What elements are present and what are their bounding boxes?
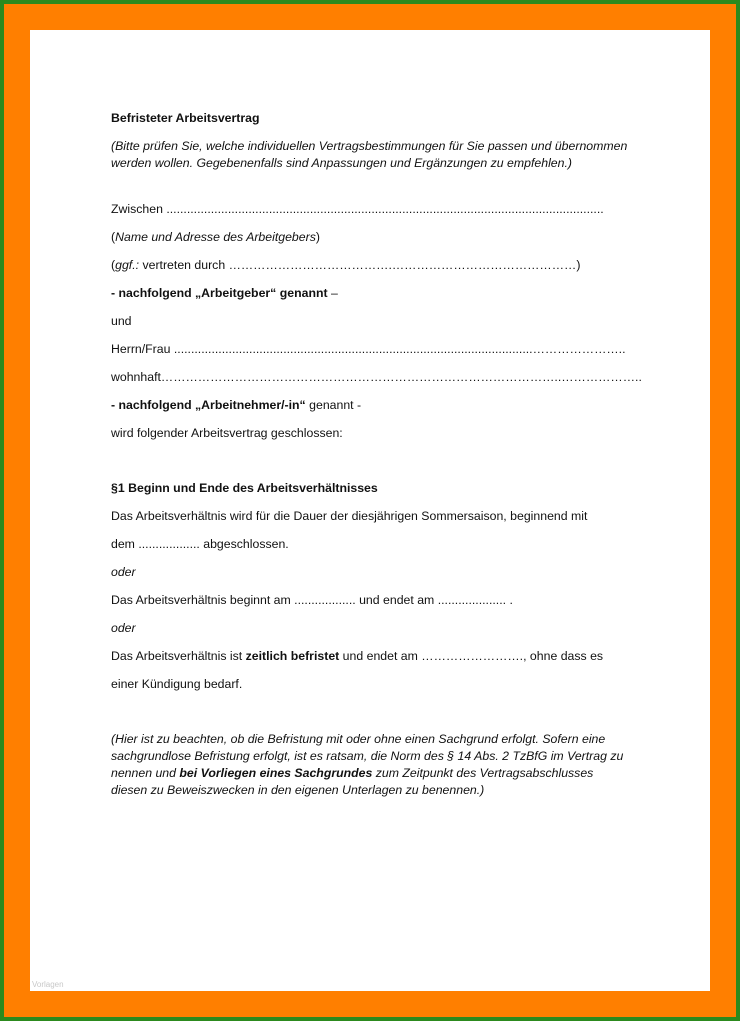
representative-text: vertreten durch ………………………………….………………………………………) xyxy=(139,258,581,272)
ggf-text: ggf.: xyxy=(115,258,140,272)
watermark-text: Vorlagen xyxy=(32,980,64,989)
wohnhaft-line: wohnhaft……………………………………………………………………………………..……………….. xyxy=(111,370,642,384)
employee-label-rest: genannt - xyxy=(305,398,362,412)
employee-label-bold: - nachfolgend „Arbeitnehmer/-in“ xyxy=(111,398,306,412)
paren-close: ) xyxy=(315,230,320,244)
employee-label xyxy=(111,397,361,413)
paren-open: ( xyxy=(111,258,116,272)
note-bold: bei Vorliegen eines Sachgrundes xyxy=(179,766,373,780)
employer-label-dash: – xyxy=(327,286,338,300)
line4-post: und endet am ……………………., ohne dass es xyxy=(339,649,604,663)
section1-line5: einer Kündigung bedarf. xyxy=(111,677,243,691)
section1-line3: Das Arbeitsverhältnis beginnt am .................. und endet am .................... . xyxy=(111,593,513,607)
oder-2: oder xyxy=(111,621,136,635)
employer-name-text: Name und Adresse des Arbeitgebers xyxy=(115,230,316,244)
intro-note: (Bitte prüfen Sie, welche individuellen Vertragsbestimmungen für Sie passen und übernommen werden wollen. Gegebenenfalls sind Anpassungen und Ergänzungen zu empfehlen.) xyxy=(111,139,628,170)
zwischen-line: Zwischen ................................................................................................................................ xyxy=(111,202,604,216)
paren-open: ( xyxy=(111,230,116,244)
closing-line: wird folgender Arbeitsvertrag geschlossen: xyxy=(111,426,343,440)
note-part2: zum Zeitpunkt des Vertragsabschlusses diesen zu Beweiszwecken in den eigenen Unterlagen zu benennen.) xyxy=(111,766,594,797)
employer-label-bold: - nachfolgend „Arbeitgeber“ genannt xyxy=(111,286,328,300)
section1-heading: §1 Beginn und Ende des Arbeitsverhältnisses xyxy=(111,481,378,495)
employer-name-line xyxy=(111,229,320,245)
line4-bold: zeitlich befristet xyxy=(245,649,340,663)
document-title: Befristeter Arbeitsvertrag xyxy=(111,111,260,125)
employer-label xyxy=(111,285,338,301)
oder-1: oder xyxy=(111,565,136,579)
und-line: und xyxy=(111,314,132,328)
herr-frau-line: Herrn/Frau .........................................................................................................………………….. xyxy=(111,342,626,356)
section1-line2: dem .................. abgeschlossen. xyxy=(111,537,289,551)
note-part1: (Hier ist zu beachten, ob die Befristung mit oder ohne einen Sachgrund erfolgt. Sofern eine sachgrundlose Befristung erfolgt, ist es ratsam, die Norm des § 14 Abs. 2 TzBfG im Vertrag zu nennen und xyxy=(111,732,624,780)
representative-line xyxy=(111,257,580,273)
document-page xyxy=(30,30,710,991)
section1-line4 xyxy=(111,648,603,664)
befristung-note xyxy=(111,731,631,799)
section1-line1: Das Arbeitsverhältnis wird für die Dauer der diesjährigen Sommersaison, beginnend mit xyxy=(111,509,588,523)
line4-pre: Das Arbeitsverhältnis ist xyxy=(111,649,246,663)
